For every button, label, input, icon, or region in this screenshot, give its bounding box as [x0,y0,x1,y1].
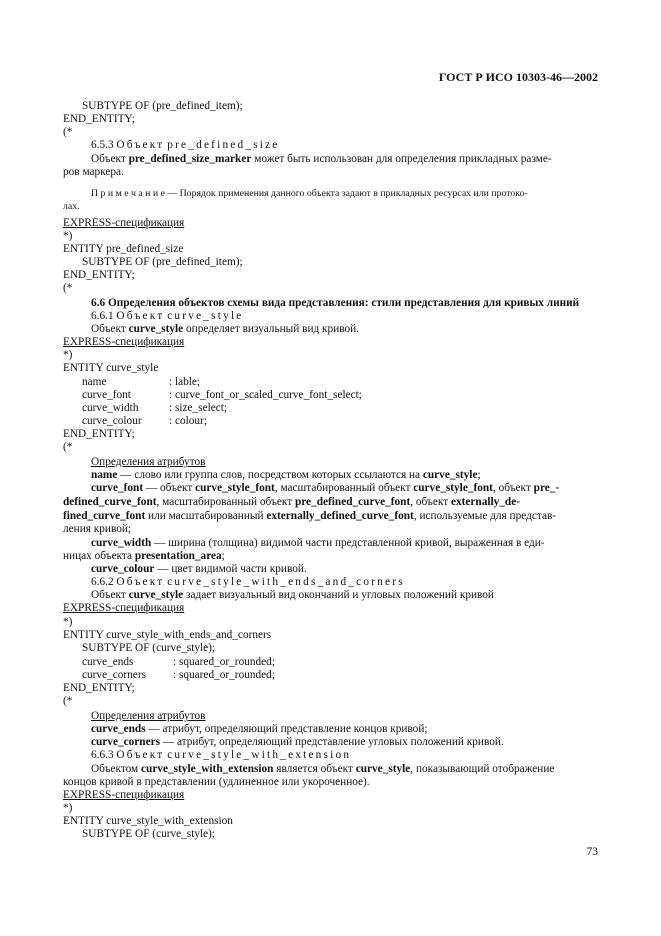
definition-line: curve_font — объект curve_style_font, масштабированный объект curve_style_font, объект pre_- [91,482,560,494]
code-line: SUBTYPE OF (pre_defined_item); [82,256,243,268]
note-line: П р и м е ч а н и е — Порядок применения данного объекта задают в прикладных ресурсах или протоко- [91,188,528,199]
attribute-row: name : lable; [82,376,201,388]
definition-line: curve_ends — атрибут, определяющий представление концов кривой; [91,723,428,735]
code-line: END_ENTITY; [63,269,135,281]
code-line: END_ENTITY; [63,113,135,125]
code-line: (* [63,695,73,707]
code-line: ENTITY pre_defined_size [63,243,184,255]
express-spec-heading: EXPRESS-спецификация [63,217,185,229]
code-line: SUBTYPE OF (curve_style); [82,828,216,840]
definition-line: curve_colour — цвет видимой части кривой. [91,563,307,575]
express-spec-heading: EXPRESS-спецификация [63,602,185,614]
code-line: *) [63,230,73,242]
code-line: ENTITY curve_style_with_ends_and_corners [63,629,272,641]
section-6-6-title: 6.6 Определения объектов схемы вида представления: стили представления для кривых линий [91,297,580,309]
paragraph-line: Объектом curve_style_with_extension является объект curve_style, показывающий отображение [91,763,555,775]
paragraph-line: Объект curve_style определяет визуальный вид кривой. [91,323,360,335]
section-6-6-1-title: 6.6.1 Объект curve_style [91,310,244,322]
attr-defs-heading: Определения атрибутов [91,456,206,468]
definition-line: name — слово или группа слов, посредством которых ссылаются на curve_style; [91,469,481,481]
code-line: ENTITY curve_style_with_extension [63,815,233,827]
definition-line: ления кривой; [63,523,132,535]
code-line: *) [63,616,73,628]
attribute-row: curve_width : size_select; [82,402,228,414]
attribute-row: curve_colour : colour; [82,415,207,427]
code-line: SUBTYPE OF (pre_defined_item); [82,100,243,112]
definition-line: fined_curve_font или масштабированный externally_defined_curve_font, используемые для представ- [63,510,557,522]
code-line: (* [63,441,73,453]
section-6-5-3-title: 6.5.3 Объект pre_defined_size [91,139,280,151]
code-line: *) [63,349,73,361]
attribute-row: curve_ends : squared_or_rounded; [82,656,275,668]
note-line: лах. [63,201,80,212]
definition-line: ницах объекта presentation_area; [63,550,225,562]
express-spec-heading: EXPRESS-спецификация [63,336,185,348]
code-line: END_ENTITY; [63,682,135,694]
section-6-6-3-title: 6.6.3 Объект curve_style_with_extension [91,749,352,761]
express-spec-heading: EXPRESS-спецификация [63,789,185,801]
code-line: ENTITY curve_style [63,362,159,374]
paragraph-line: концов кривой в представлении (удлиненное или укороченное). [63,776,370,788]
page-number: 73 [586,846,598,858]
paragraph-line: Объект pre_defined_size_marker может быть использован для определения прикладных разме- [91,153,552,165]
paragraph-line: ров маркера. [63,166,124,178]
attr-defs-heading: Определения атрибутов [91,710,206,722]
attribute-row: curve_corners : squared_or_rounded; [82,669,275,681]
code-line: *) [63,802,73,814]
page-header: ГОСТ Р ИСО 10303-46—2002 [438,70,598,84]
code-line: END_ENTITY; [63,428,135,440]
definition-line: curve_corners — атрибут, определяющий представление угловых положений кривой. [91,736,504,748]
code-line: SUBTYPE OF (curve_style); [82,642,216,654]
paragraph-line: Объект curve_style задает визуальный вид окончаний и угловых положений кривой [91,589,494,601]
definition-line: defined_curve_font, масштабированный объект pre_defined_curve_font, объект externally_de- [63,496,520,508]
section-6-6-2-title: 6.6.2 Объект curve_style_with_ends_and_corners [91,576,405,588]
attribute-row: curve_font : curve_font_or_scaled_curve_font_select; [82,389,362,401]
code-line: (* [63,126,73,138]
code-line: (* [63,282,73,294]
definition-line: curve_width — ширина (толщина) видимой части представленной кривой, выраженная в еди- [91,537,545,549]
